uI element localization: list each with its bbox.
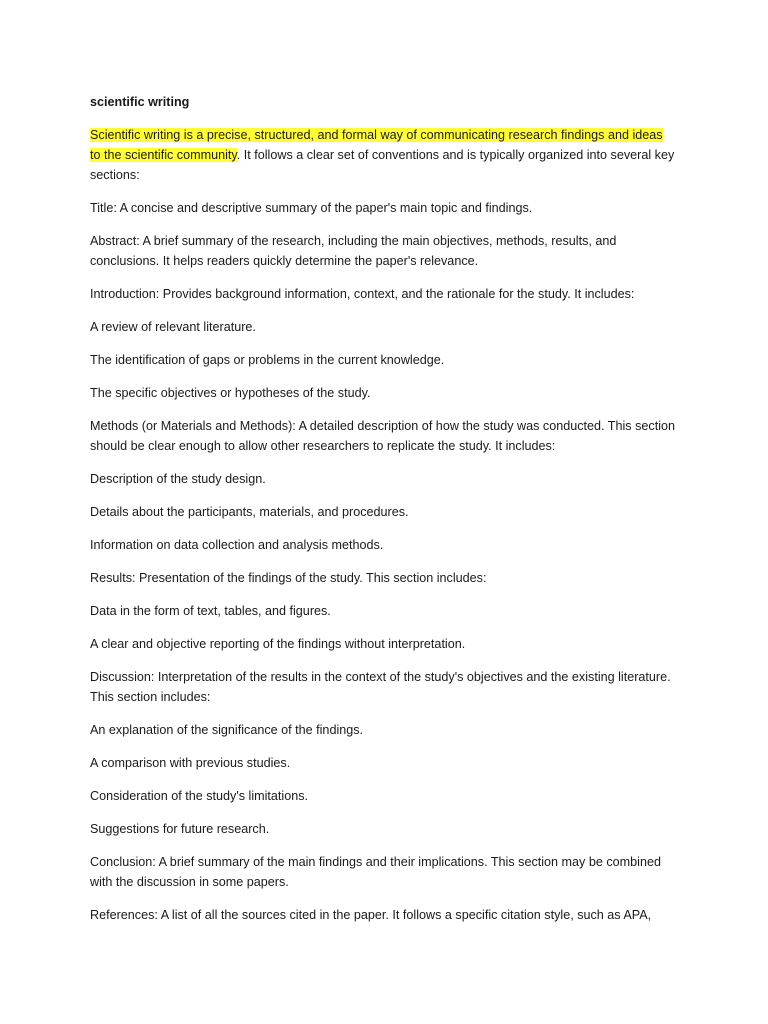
document-title: scientific writing (90, 95, 190, 109)
paragraph-item: The specific objectives or hypotheses of the study. (90, 386, 371, 400)
paragraph-item: Details about the participants, materials, and procedures. (90, 505, 409, 519)
intro-text: . It follows a clear set of conventions and is typically organized into several key sections: (90, 148, 675, 182)
paragraph-item: A clear and objective reporting of the findings without interpretation. (90, 637, 466, 651)
highlighted-text: Scientific writing is a precise, structured, and formal way of communicating research findings and ideas to the scientific community (90, 128, 663, 162)
paragraph-item: Description of the study design. (90, 472, 266, 486)
paragraph-conclusion-section: Conclusion: A brief summary of the main findings and their implications. This section may be combined with the discussion in some papers. (90, 855, 661, 889)
paragraph-results-section: Results: Presentation of the findings of the study. This section includes: (90, 571, 487, 585)
paragraph-item: Information on data collection and analysis methods. (90, 538, 384, 552)
paragraph-abstract-section: Abstract: A brief summary of the research, including the main objectives, methods, results, and conclusions. It helps readers quickly determine the paper's relevance. (90, 234, 617, 268)
paragraph-item: A comparison with previous studies. (90, 756, 291, 770)
paragraph-item: The identification of gaps or problems in the current knowledge. (90, 353, 445, 367)
paragraph-item: An explanation of the significance of the findings. (90, 723, 364, 737)
document-body (90, 92, 675, 938)
paragraph-item: Consideration of the study's limitations. (90, 789, 309, 803)
paragraph-title-section: Title: A concise and descriptive summary of the paper's main topic and findings. (90, 201, 533, 215)
paragraph-methods-section: Methods (or Materials and Methods): A detailed description of how the study was conducted. This section should be clear enough to allow other researchers to replicate the study. It includes: (90, 419, 675, 453)
paragraph-introduction-section: Introduction: Provides background information, context, and the rationale for the study. It includes: (90, 287, 635, 301)
paragraph-item: A review of relevant literature. (90, 320, 256, 334)
paragraph-discussion-section: Discussion: Interpretation of the results in the context of the study's objectives and the existing literature. This section includes: (90, 670, 671, 704)
intro-paragraph (90, 125, 675, 185)
paragraph-item: Suggestions for future research. (90, 822, 270, 836)
paragraph-item: Data in the form of text, tables, and figures. (90, 604, 331, 618)
paragraph-references-section: References: A list of all the sources cited in the paper. It follows a specific citation style, such as APA, (90, 908, 652, 922)
